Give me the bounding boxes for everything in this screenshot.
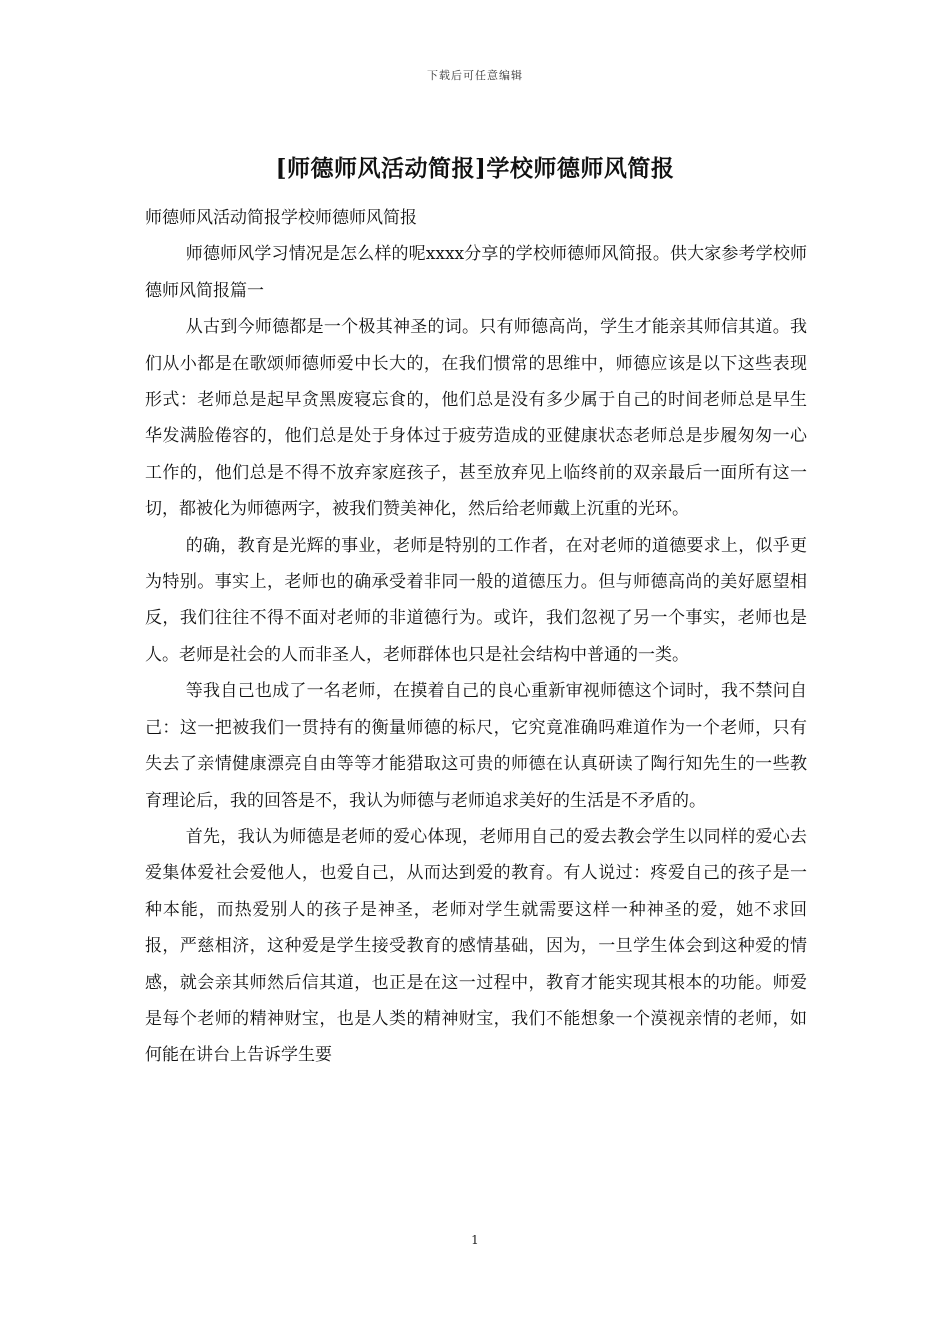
header-note: 下载后可任意编辑: [427, 69, 523, 82]
document-body: [145, 200, 807, 1074]
page-number: 1: [471, 1233, 479, 1247]
paragraph: 的确，教育是光辉的事业，老师是特别的工作者，在对老师的道德要求上，似乎更为特别。事实上，老师也的确承受着非同一般的道德压力。但与师德高尚的美好愿望相反，我们往往不得不面对老师的非道德行为。或许，我们忽视了另一个事实，老师也是人。老师是社会的人而非圣人，老师群体也只是社会结构中普通的一类。: [145, 535, 807, 665]
subtitle-line: 师德师风活动简报学校师德师风简报: [145, 208, 417, 228]
paragraph: 等我自己也成了一名老师，在摸着自己的良心重新审视师德这个词时，我不禁问自己：这一把被我们一贯持有的衡量师德的标尺，它究竟准确吗难道作为一个老师，只有失去了亲情健康漂亮自由等等才能猎取这可贵的师德在认真研读了陶行知先生的一些教育理论后，我的回答是不，我认为师德与老师追求美好的生活是不矛盾的。: [145, 681, 807, 811]
paragraph: 从古到今师德都是一个极其神圣的词。只有师德高尚，学生才能亲其师信其道。我们从小都是在歌颂师德师爱中长大的，在我们惯常的思维中，师德应该是以下这些表现形式：老师总是起早贪黑废寝忘食的，他们总是没有多少属于自己的时间老师总是早生华发满脸倦容的，他们总是处于身体过于疲劳造成的亚健康状态老师总是步履匆匆一心工作的，他们总是不得不放弃家庭孩子，甚至放弃见上临终前的双亲最后一面所有这一切，都被化为师德两字，被我们赞美神化，然后给老师戴上沉重的光环。: [145, 317, 807, 520]
document-title: [师德师风活动简报]学校师德师风简报: [275, 155, 675, 182]
paragraph: 师德师风学习情况是怎么样的呢xxxx分享的学校师德师风简报。供大家参考学校师德师风简报篇一: [145, 244, 807, 301]
paragraph: 首先，我认为师德是老师的爱心体现，老师用自己的爱去教会学生以同样的爱心去爱集体爱社会爱他人，也爱自己，从而达到爱的教育。有人说过：疼爱自己的孩子是一种本能，而热爱别人的孩子是神圣，老师对学生就需要这样一种神圣的爱，她不求回报，严慈相济，这种爱是学生接受教育的感情基础，因为，一旦学生体会到这种爱的情感，就会亲其师然后信其道，也正是在这一过程中，教育才能实现其根本的功能。师爱是每个老师的精神财宝，也是人类的精神财宝，我们不能想象一个漠视亲情的老师，如何能在讲台上告诉学生要: [145, 826, 807, 1066]
